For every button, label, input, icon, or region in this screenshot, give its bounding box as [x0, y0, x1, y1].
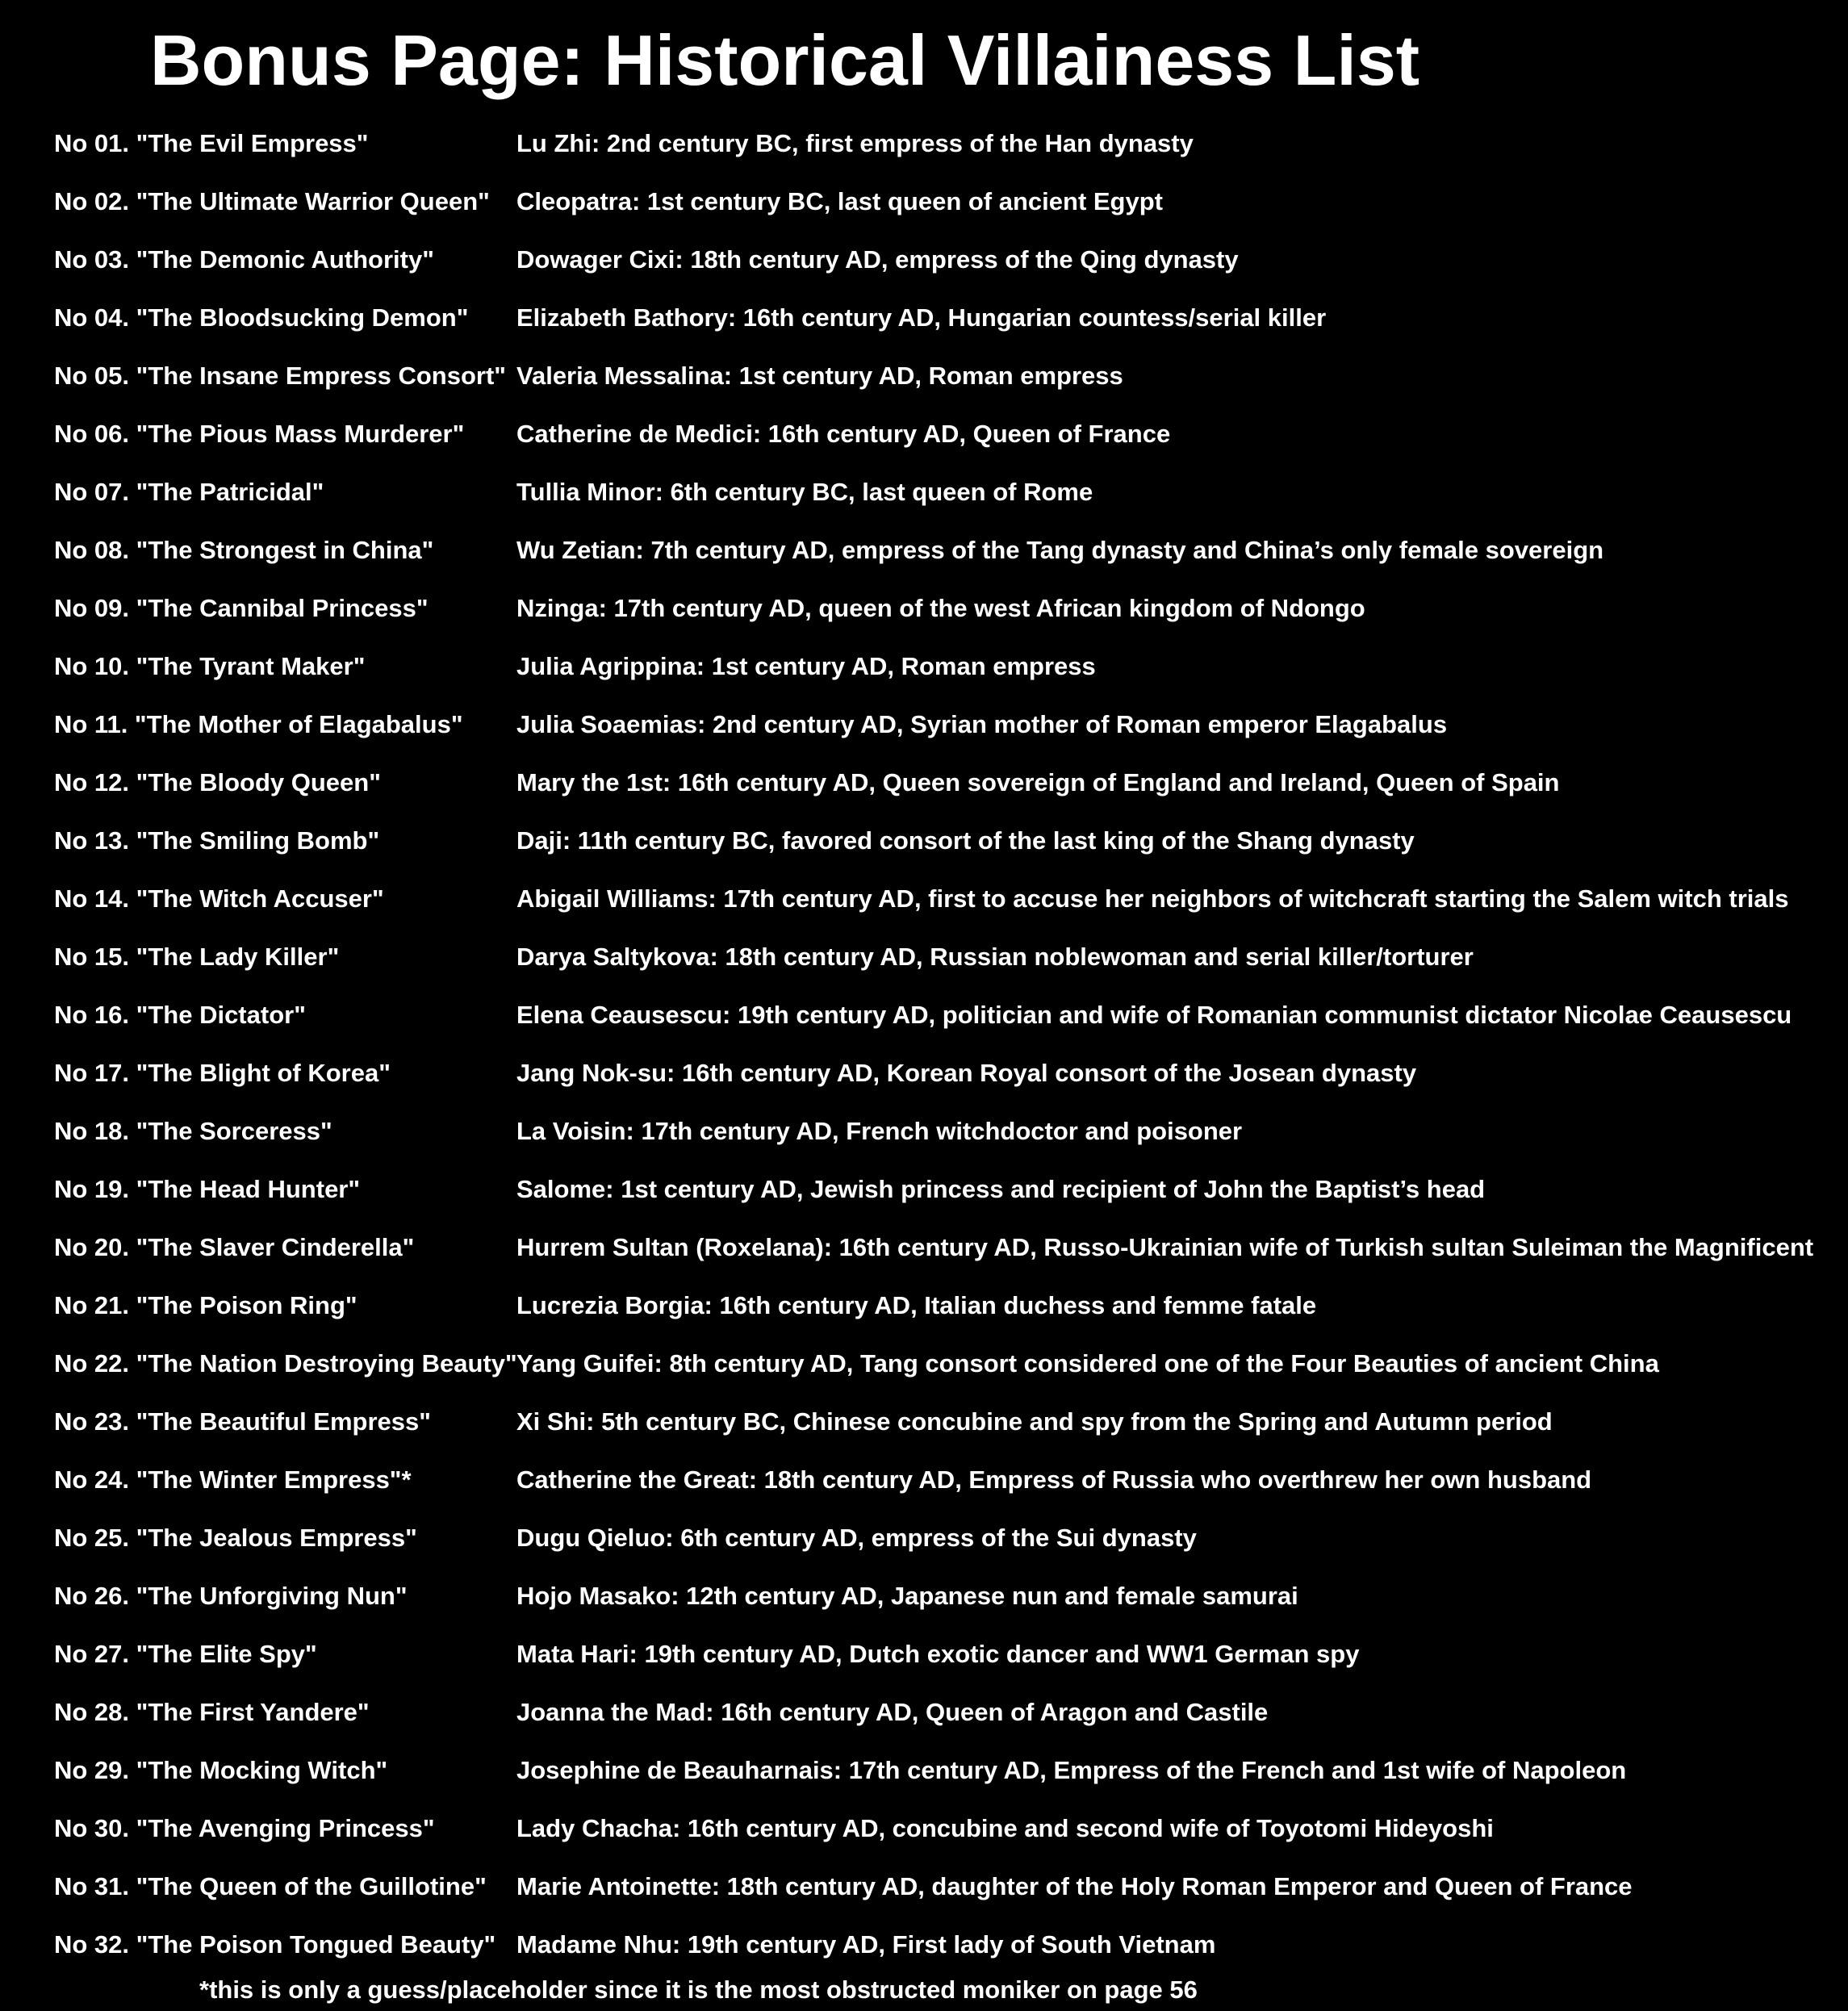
list-item: [54, 181, 1838, 239]
villainess-moniker: No 04. "The Bloodsucking Demon": [54, 303, 469, 332]
villainess-moniker: No 01. "The Evil Empress": [54, 129, 369, 157]
villainess-description: Xi Shi: 5th century BC, Chinese concubine and spy from the Spring and Autumn period: [516, 1407, 1553, 1436]
villainess-moniker: No 09. "The Cannibal Princess": [54, 594, 429, 622]
villainess-moniker: No 23. "The Beautiful Empress": [54, 1407, 431, 1436]
page-title: Bonus Page: Historical Villainess List: [150, 20, 1420, 100]
list-item: [54, 1110, 1838, 1169]
list-item: [54, 529, 1838, 587]
villainess-description: Marie Antoinette: 18th century AD, daughter of the Holy Roman Emperor and Queen of France: [516, 1872, 1633, 1900]
villainess-description: Lu Zhi: 2nd century BC, first empress of the Han dynasty: [516, 129, 1194, 157]
villainess-description: Salome: 1st century AD, Jewish princess and recipient of John the Baptist’s head: [516, 1175, 1486, 1203]
villainess-description: Lucrezia Borgia: 16th century AD, Italian duchess and femme fatale: [516, 1291, 1317, 1319]
villainess-moniker: No 11. "The Mother of Elagabalus": [54, 710, 463, 738]
list-item: [54, 1459, 1838, 1517]
villainess-moniker: No 21. "The Poison Ring": [54, 1291, 357, 1319]
villainess-moniker: No 29. "The Mocking Witch": [54, 1756, 388, 1784]
villainess-description: Yang Guifei: 8th century AD, Tang consort considered one of the Four Beauties of ancient China: [516, 1349, 1659, 1378]
list-item: [54, 297, 1838, 355]
villainess-description: Julia Agrippina: 1st century AD, Roman empress: [516, 652, 1096, 680]
villainess-description: Nzinga: 17th century AD, queen of the west African kingdom of Ndongo: [516, 594, 1365, 622]
list-item: [54, 1808, 1838, 1866]
list-item: [54, 762, 1838, 820]
list-item: [54, 1575, 1838, 1633]
villainess-description: Hurrem Sultan (Roxelana): 16th century AD, Russo-Ukrainian wife of Turkish sultan Suleiman the Magnificent: [516, 1233, 1814, 1261]
villainess-description: Abigail Williams: 17th century AD, first to accuse her neighbors of witchcraft starting the Salem witch trials: [516, 884, 1789, 913]
villainess-moniker: No 14. "The Witch Accuser": [54, 884, 384, 913]
villainess-moniker: No 31. "The Queen of the Guillotine": [54, 1872, 487, 1900]
villainess-description: Madame Nhu: 19th century AD, First lady of South Vietnam: [516, 1930, 1216, 1959]
villainess-list: [54, 123, 1838, 1982]
villainess-description: Dowager Cixi: 18th century AD, empress of the Qing dynasty: [516, 245, 1239, 274]
list-item: [54, 587, 1838, 646]
villainess-description: Julia Soaemias: 2nd century AD, Syrian mother of Roman emperor Elagabalus: [516, 710, 1448, 738]
list-item: [54, 1052, 1838, 1110]
villainess-moniker: No 07. "The Patricidal": [54, 478, 324, 506]
list-item: [54, 1169, 1838, 1227]
list-item: [54, 355, 1838, 413]
list-item: [54, 646, 1838, 704]
villainess-description: Wu Zetian: 7th century AD, empress of the Tang dynasty and China’s only female sovereign: [516, 536, 1604, 564]
list-item: [54, 1866, 1838, 1924]
list-item: [54, 1227, 1838, 1285]
list-item: [54, 1517, 1838, 1575]
villainess-description: Jang Nok-su: 16th century AD, Korean Royal consort of the Josean dynasty: [516, 1059, 1417, 1087]
villainess-description: Mary the 1st: 16th century AD, Queen sovereign of England and Ireland, Queen of Spain: [516, 768, 1560, 796]
villainess-moniker: No 16. "The Dictator": [54, 1001, 306, 1029]
villainess-moniker: No 28. "The First Yandere": [54, 1698, 370, 1726]
villainess-description: Valeria Messalina: 1st century AD, Roman empress: [516, 362, 1123, 390]
footnote: *this is only a guess/placeholder since it is the most obstructed moniker on page 56: [199, 1975, 1198, 2004]
villainess-moniker: No 12. "The Bloody Queen": [54, 768, 381, 796]
list-item: [54, 878, 1838, 936]
villainess-description: Catherine the Great: 18th century AD, Empress of Russia who overthrew her own husband: [516, 1465, 1592, 1494]
villainess-description: Darya Saltykova: 18th century AD, Russian noblewoman and serial killer/torturer: [516, 943, 1474, 971]
villainess-moniker: No 17. "The Blight of Korea": [54, 1059, 391, 1087]
villainess-moniker: No 10. "The Tyrant Maker": [54, 652, 366, 680]
villainess-moniker: No 30. "The Avenging Princess": [54, 1814, 435, 1842]
villainess-moniker: No 15. "The Lady Killer": [54, 943, 340, 971]
list-item: [54, 1633, 1838, 1691]
list-item: [54, 1401, 1838, 1459]
villainess-moniker: No 32. "The Poison Tongued Beauty": [54, 1930, 496, 1959]
villainess-description: Joanna the Mad: 16th century AD, Queen of Aragon and Castile: [516, 1698, 1269, 1726]
villainess-description: Elena Ceausescu: 19th century AD, politician and wife of Romanian communist dictator Nicolae Ceausescu: [516, 1001, 1792, 1029]
villainess-description: Elizabeth Bathory: 16th century AD, Hungarian countess/serial killer: [516, 303, 1327, 332]
list-item: [54, 123, 1838, 181]
list-item: [54, 239, 1838, 297]
villainess-description: La Voisin: 17th century AD, French witchdoctor and poisoner: [516, 1117, 1243, 1145]
villainess-moniker: No 13. "The Smiling Bomb": [54, 826, 380, 855]
villainess-moniker: No 26. "The Unforgiving Nun": [54, 1582, 408, 1610]
villainess-description: Dugu Qieluo: 6th century AD, empress of the Sui dynasty: [516, 1524, 1197, 1552]
villainess-description: Hojo Masako: 12th century AD, Japanese nun and female samurai: [516, 1582, 1298, 1610]
villainess-description: Cleopatra: 1st century BC, last queen of ancient Egypt: [516, 187, 1163, 215]
villainess-moniker: No 02. "The Ultimate Warrior Queen": [54, 187, 490, 215]
villainess-description: Lady Chacha: 16th century AD, concubine and second wife of Toyotomi Hideyoshi: [516, 1814, 1494, 1842]
villainess-moniker: No 20. "The Slaver Cinderella": [54, 1233, 415, 1261]
villainess-moniker: No 18. "The Sorceress": [54, 1117, 332, 1145]
villainess-description: Catherine de Medici: 16th century AD, Queen of France: [516, 420, 1171, 448]
list-item: [54, 994, 1838, 1052]
villainess-moniker: No 27. "The Elite Spy": [54, 1640, 317, 1668]
list-item: [54, 1750, 1838, 1808]
list-item: [54, 471, 1838, 529]
villainess-moniker: No 22. "The Nation Destroying Beauty": [54, 1349, 517, 1378]
list-item: [54, 413, 1838, 471]
villainess-moniker: No 25. "The Jealous Empress": [54, 1524, 417, 1552]
villainess-description: Tullia Minor: 6th century BC, last queen of Rome: [516, 478, 1093, 506]
villainess-moniker: No 19. "The Head Hunter": [54, 1175, 361, 1203]
villainess-description: Daji: 11th century BC, favored consort of the last king of the Shang dynasty: [516, 826, 1415, 855]
villainess-description: Mata Hari: 19th century AD, Dutch exotic dancer and WW1 German spy: [516, 1640, 1360, 1668]
list-item: [54, 820, 1838, 878]
list-item: [54, 936, 1838, 994]
list-item: [54, 1691, 1838, 1750]
list-item: [54, 1343, 1838, 1401]
villainess-moniker: No 03. "The Demonic Authority": [54, 245, 434, 274]
villainess-moniker: No 06. "The Pious Mass Murderer": [54, 420, 465, 448]
villainess-moniker: No 05. "The Insane Empress Consort": [54, 362, 506, 390]
villainess-description: Josephine de Beauharnais: 17th century AD, Empress of the French and 1st wife of Napoleon: [516, 1756, 1627, 1784]
villainess-moniker: No 08. "The Strongest in China": [54, 536, 434, 564]
list-item: [54, 704, 1838, 762]
villainess-moniker: No 24. "The Winter Empress"*: [54, 1465, 412, 1494]
list-item: [54, 1285, 1838, 1343]
